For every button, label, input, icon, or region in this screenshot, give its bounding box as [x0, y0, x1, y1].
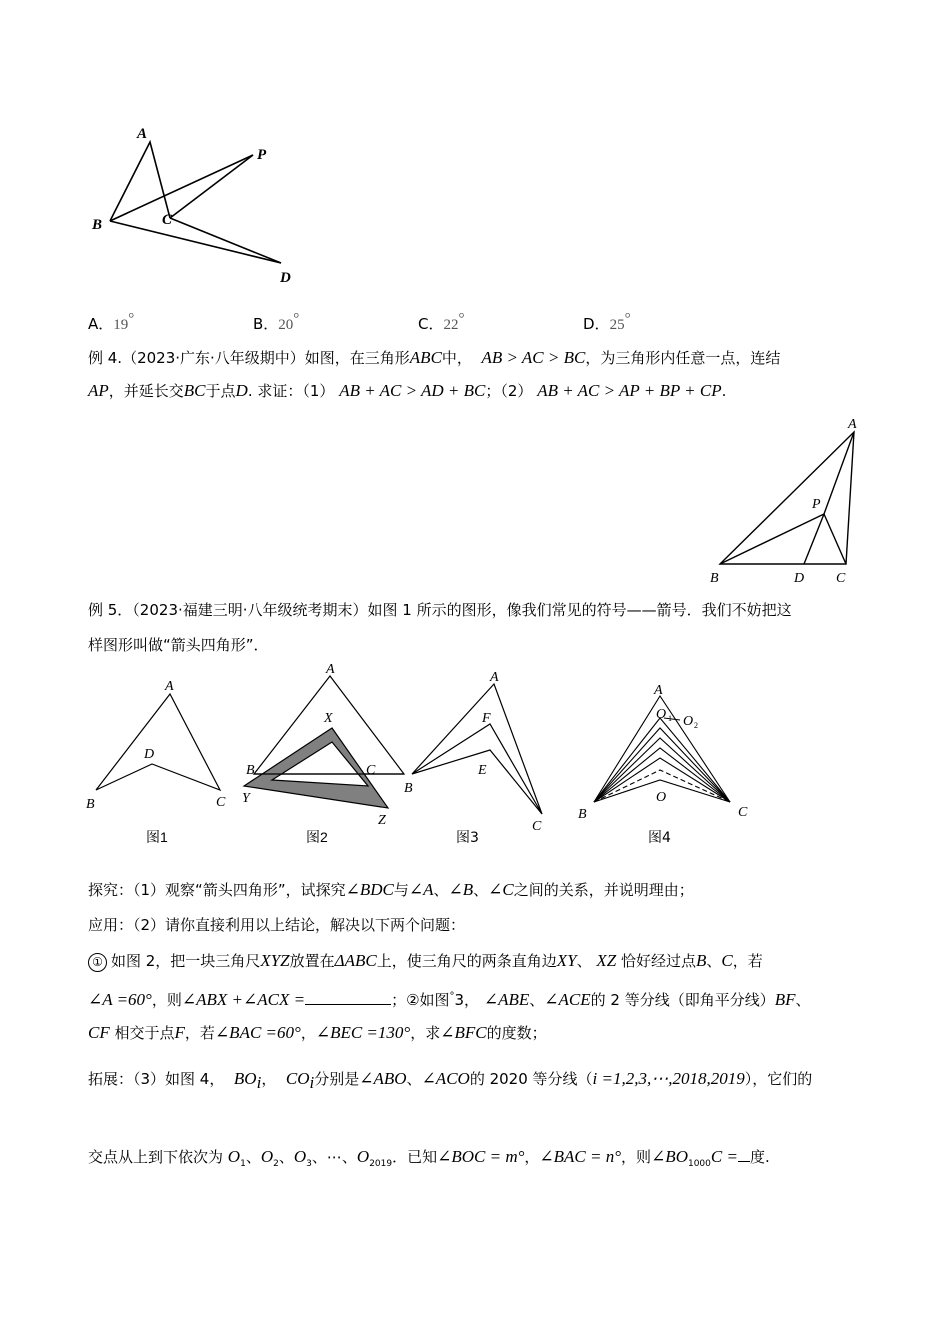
ex4-label-p: P	[812, 497, 821, 512]
svg-text:F: F	[482, 711, 491, 726]
segment-pc	[170, 155, 253, 218]
svg-text:E: E	[478, 763, 487, 778]
fig3-arrow-quads	[400, 668, 560, 833]
option-d[interactable]: D．25°	[583, 311, 631, 333]
point-label-d: D	[280, 270, 291, 286]
ex4-label-b: B	[710, 571, 719, 586]
svg-text:A: A	[490, 670, 499, 685]
ex4-line-1: 例 4.（2023·广东·八年级期中）如图，在三角形ABC中， AB > AC > BC，为三角形内任意一点，连结	[88, 348, 781, 367]
svg-text:B: B	[246, 763, 255, 778]
svg-text:2: 2	[694, 721, 698, 730]
svg-text:B: B	[578, 807, 587, 822]
svg-text:O: O	[683, 714, 694, 729]
svg-text:A: A	[654, 683, 663, 698]
caption-fig3: 图3	[456, 830, 479, 846]
segment-bp	[720, 514, 824, 564]
svg-text:O: O	[656, 790, 667, 805]
svg-text:C: C	[216, 795, 226, 810]
ex4-label-d: D	[794, 571, 805, 586]
svg-text:C: C	[738, 805, 748, 820]
option-b[interactable]: B．20°	[253, 311, 300, 333]
caption-fig1: 图1	[146, 829, 168, 845]
fig1-arrow-quad	[80, 672, 240, 847]
ex4-label-c: C	[836, 571, 846, 586]
segment-bac	[110, 142, 170, 221]
segment-bp	[110, 155, 253, 221]
triangle-abc	[720, 432, 854, 564]
caption-fig2: 图2	[306, 829, 328, 845]
fig2-set-square	[240, 662, 410, 847]
svg-text:Y: Y	[242, 791, 250, 806]
svg-text:1: 1	[668, 714, 672, 723]
svg-text:C: C	[366, 763, 376, 778]
point-label-b: B	[92, 217, 103, 233]
point-label-c: C	[162, 212, 173, 228]
segment-bd	[110, 221, 281, 263]
fig4-nested-arrows	[572, 678, 762, 843]
point-label-a: A	[137, 126, 148, 142]
ex5-intro-line-2: 样图形叫做“箭头四角形”．	[88, 636, 269, 654]
ex4-line-2: AP，并延长交BC于点D. 求证：（1） AB + AC > AD + BC；（2） AB + AC > AP + BP + CP.	[88, 381, 727, 400]
segment-cp	[824, 514, 846, 564]
svg-text:B: B	[404, 781, 413, 796]
answer-blank-1[interactable]	[305, 989, 391, 1005]
svg-text:A: A	[165, 679, 174, 694]
svg-text:O: O	[656, 707, 667, 722]
point-label-p: P	[257, 147, 267, 163]
option-c[interactable]: C．22°	[418, 311, 465, 333]
extension-line-2: 交点从上到下依次为 $O_1$、$O_2$、$O_3$、⋯、$O_{2019}$．已知∠BOC = m°，∠BAC = n°，则$\angle BO_{1000}C$ = 度.	[88, 1147, 770, 1169]
svg-text:A: A	[326, 662, 335, 677]
svg-text:B: B	[86, 797, 95, 812]
svg-text:Z: Z	[378, 813, 386, 828]
question-2-line: CF 相交于点F，若∠BAC =60°，∠BEC =130°，求∠BFC的度数；	[88, 1023, 547, 1042]
question-1-line-2: ∠A =60°，则∠ABX +∠ACX = ；②如图°3， ∠ABE、∠ACE的 2 等分线（即角平分线）BF、	[88, 990, 811, 1009]
ex5-intro-line-1: 例 5．（2023·福建三明·八年级统考期末）如图 1 所示的图形，像我们常见的符号——箭号．我们不妨把这	[88, 601, 792, 619]
question-1-line-1: ① 如图 2，把一块三角尺XYZ放置在ΔABC上，使三角尺的两条直角边XY、 XZ 恰好经过点B、C，若	[88, 950, 763, 972]
svg-text:C: C	[532, 819, 542, 833]
ex4-triangle-figure	[700, 410, 870, 590]
svg-text:D: D	[144, 747, 155, 762]
apply-line: 应用：（2）请你直接利用以上结论，解决以下两个问题：	[88, 916, 466, 934]
option-a[interactable]: A．19°	[88, 311, 135, 333]
extension-line-1: 拓展：（3）如图 4， $BO_i$， $CO_i$分别是∠ABO、∠ACO的 2020 等分线（i =1,2,3,⋯,2018,2019），它们的	[88, 1069, 813, 1092]
top-geometry-figure	[80, 118, 300, 288]
svg-text:X: X	[324, 711, 333, 726]
answer-blank-2[interactable]	[738, 1147, 750, 1162]
explore-line: 探究：（1）观察“箭头四角形”，试探究∠BDC与∠A、∠B、∠C之间的关系，并说明理由；	[88, 880, 694, 899]
ex4-label-a: A	[848, 417, 857, 432]
caption-fig4: 图4	[648, 830, 671, 846]
